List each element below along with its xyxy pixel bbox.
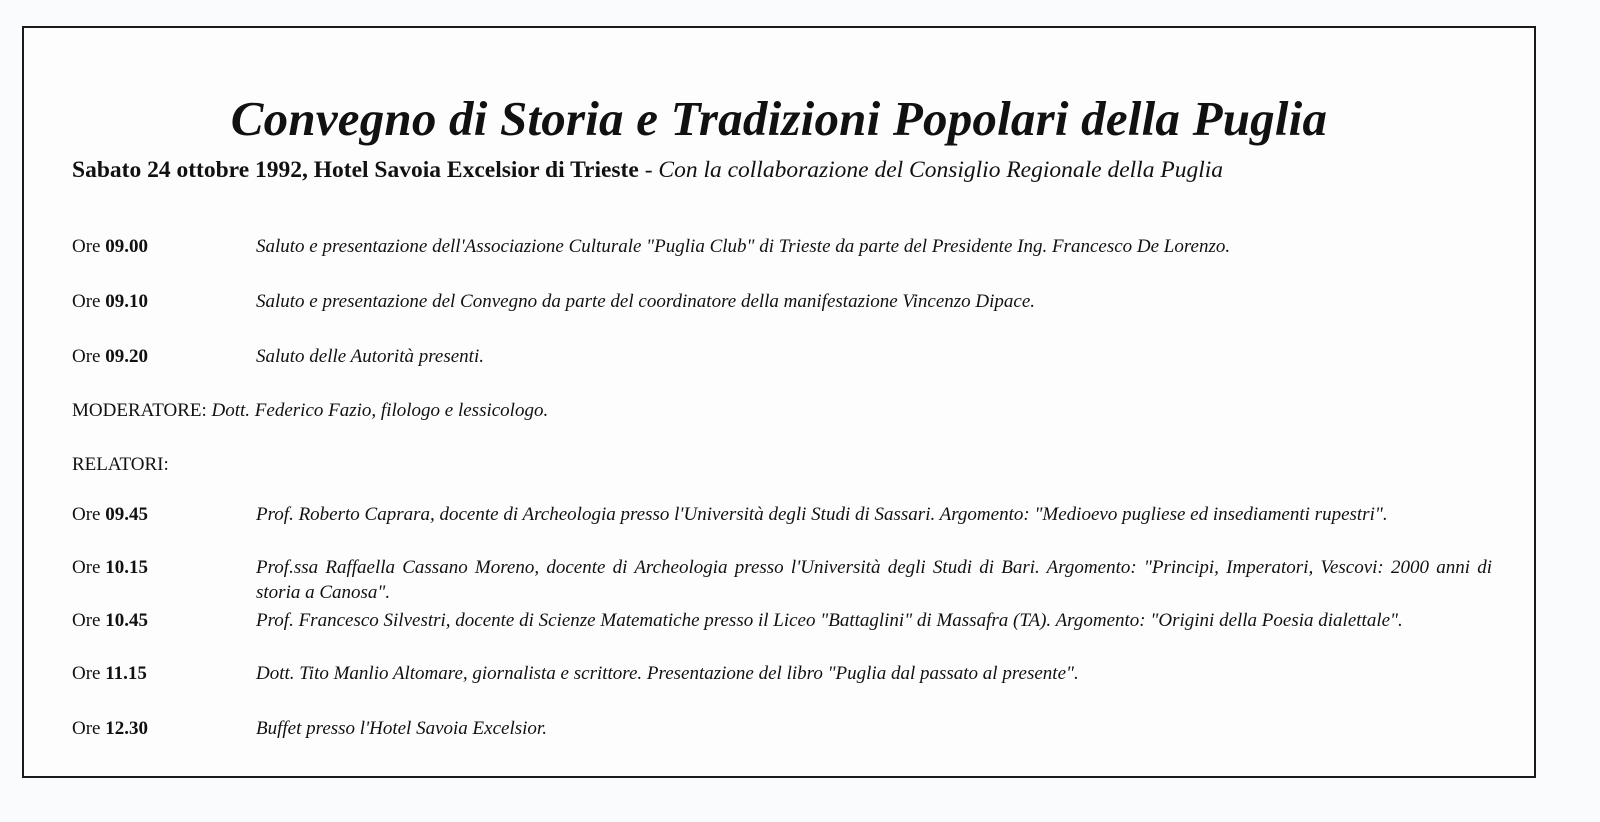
subtitle-separator: - — [638, 157, 659, 183]
schedule-time — [72, 344, 242, 369]
time-value: 10.15 — [105, 557, 148, 578]
event-date-venue: Sabato 24 ottobre 1992, Hotel Savoia Excelsior di Trieste — [72, 157, 639, 183]
time-prefix: Ore — [72, 718, 106, 739]
schedule-description: Saluto e presentazione del Convegno da parte del coordinatore della manifestazione Vincenzo Dipace. — [256, 291, 1036, 312]
event-collaboration: Con la collaborazione del Consiglio Regionale della Puglia — [658, 157, 1223, 183]
schedule-time — [72, 661, 242, 686]
time-value: 09.20 — [105, 346, 148, 367]
schedule-time — [72, 234, 242, 259]
time-prefix: Ore — [72, 291, 106, 312]
schedule-time — [72, 608, 242, 633]
time-value: 11.15 — [105, 663, 147, 684]
speaker-description: Prof. Roberto Caprara, docente di Archeologia presso l'Università degli Studi di Sassari. Argomento: "Medioevo pugliese ed insediamenti rupestri". — [256, 504, 1388, 525]
time-value: 12.30 — [105, 718, 148, 739]
program-frame — [22, 26, 1536, 778]
schedule-time — [72, 289, 242, 314]
closing-description: Buffet presso l'Hotel Savoia Excelsior. — [256, 718, 547, 739]
time-prefix: Ore — [72, 236, 106, 257]
moderator-label: MODERATORE: — [72, 400, 212, 421]
time-prefix: Ore — [72, 557, 106, 578]
time-value: 09.00 — [105, 236, 148, 257]
time-prefix: Ore — [72, 663, 106, 684]
time-value: 09.10 — [105, 291, 148, 312]
schedule-time — [72, 555, 242, 580]
schedule-description: Saluto delle Autorità presenti. — [256, 346, 484, 367]
page-title: Convegno di Storia e Tradizioni Popolari della Puglia — [230, 91, 1328, 146]
time-prefix: Ore — [72, 504, 106, 525]
schedule-description: Saluto e presentazione dell'Associazione Culturale "Puglia Club" di Trieste da parte del Presidente Ing. Francesco De Lorenzo. — [256, 236, 1231, 257]
event-subtitle — [72, 156, 1223, 184]
speaker-description: Dott. Tito Manlio Altomare, giornalista e scrittore. Presentazione del libro "Puglia dal passato al presente". — [256, 663, 1079, 684]
time-prefix: Ore — [72, 610, 106, 631]
time-value: 09.45 — [105, 504, 148, 525]
speakers-label: RELATORI: — [72, 454, 169, 475]
speaker-description: Prof.ssa Raffaella Cassano Moreno, docente di Archeologia presso l'Università degli Studi di Bari. Argomento: "Principi, Imperatori, Vescovi: 2000 anni di storia a Canosa". — [256, 557, 1492, 603]
speaker-description: Prof. Francesco Silvestri, docente di Scienze Matematiche presso il Liceo "Battaglini" di Massafra (TA). Argomento: "Origini della Poesia dialettale". — [256, 610, 1403, 631]
time-value: 10.45 — [105, 610, 148, 631]
time-prefix: Ore — [72, 346, 106, 367]
moderator-line — [72, 398, 548, 423]
moderator-name: Dott. Federico Fazio, filologo e lessicologo. — [211, 400, 549, 421]
schedule-time — [72, 502, 242, 527]
schedule-time — [72, 716, 242, 741]
